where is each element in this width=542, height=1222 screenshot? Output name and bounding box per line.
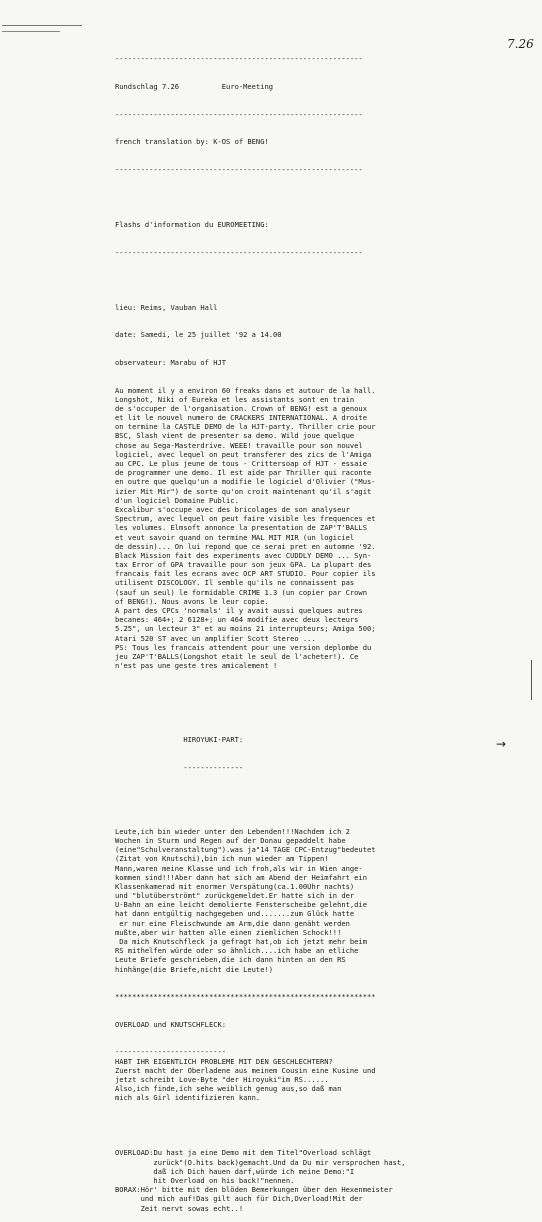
header-rule: ---------------------------------------------------------- xyxy=(115,54,363,64)
section-title: Flashs d'information du EUROMEETING: xyxy=(115,219,269,229)
text-line: et lit le nouvel numero de CRACKERS INTERNATIONAL. A droite xyxy=(115,413,367,423)
text-line: hat dann entgültig nachgegeben und.......zum Glück hatte xyxy=(115,909,355,919)
text-line: on termine la CASTLE DEMO de la HJT-party. Thriller crie pour xyxy=(115,422,376,432)
text-line: Klassenkamerad mit enormer Verspätung(ca.1.00Uhr nachts) xyxy=(115,881,355,891)
header-rule: ---------------------------------------------------------- xyxy=(115,109,363,119)
section-rule: ---------------------------------------------------------- xyxy=(115,247,363,257)
text-line: HABT IHR EIGENTLICH PROBLEME MIT DEN GESCHLECHTERN? xyxy=(115,1056,333,1066)
text-line: logiciel, avec lequel on peut transferer des zics de l'Amiga xyxy=(115,449,372,459)
text-line: Also,ich finde,ich sehe weiblich genug aus,so daß man xyxy=(115,1084,342,1094)
text-line: de dessin)... On lui repond que ce serai pret en automne '92. xyxy=(115,541,376,551)
text-line: d'un logiciel Domaine Public. xyxy=(115,495,239,505)
text-line: und "blutüberströmt" zurückgemeldet.Er hatte sich in der xyxy=(115,891,355,901)
text-line: Au moment il y a environ 60 freaks dans et autour de la hall. xyxy=(115,385,376,395)
translation-credit: french translation by: K-OS of BENG! xyxy=(115,137,269,147)
meeting-place: lieu: Reims, Vauban Hall xyxy=(115,302,218,312)
text-line: au CPC. Le plus jeune de tous - Crittersoap of HJT - essaie xyxy=(115,459,367,469)
text-line: de s'occuper de l'organisation. Crown of BENG! est a genoux xyxy=(115,403,367,413)
dialogue-speaker: OVERLOAD: xyxy=(115,1148,154,1158)
text-line: mich als Girl identifizieren kann. xyxy=(115,1093,261,1103)
text-line: tax Error of GPA travaille pour son jeux GPA. La plupart des xyxy=(115,560,372,570)
text-line: Zuerst macht der Oberladene aus meinem Cousin eine Kusine und xyxy=(115,1065,376,1075)
text-line: Black Mission fait des experiments avec CUDDLY DEMO ... Syn- xyxy=(115,550,372,560)
text-line: (eine"Schulveranstaltung").was ja"14 TAGE CPC-Entzug"bedeutet xyxy=(115,845,376,855)
document-body xyxy=(115,36,535,1222)
text-line: de programmer une demo. Il est aide par Thriller qui raconte xyxy=(115,468,372,478)
text-line: hinhänge(die Briefe,nicht die Leute!) xyxy=(115,964,274,974)
text-line: Da mich Knutschfleck ja gefragt hat,ob ich jetzt mehr beim xyxy=(115,937,367,946)
text-line: Leute Briefe geschrieben,die ich dann hinten an den RS xyxy=(115,955,346,965)
text-line: et veut savoir quand on termine MAL MIT MIR (un logiciel xyxy=(115,532,355,542)
text-line: en outre que quelqu'un a modifie le logiciel d'Olivier ("Mus- xyxy=(115,477,376,487)
dialogue-line: und mich auf!Das gilt auch für Dich,Overload!Mit der xyxy=(115,1194,363,1204)
text-line: les volumes. Elmsoft annonce la presentation de ZAP'T'BALLS xyxy=(115,523,367,533)
text-line: Leute,ich bin wieder unter den Lebenden!!!Nachdem ich 2 xyxy=(115,826,350,836)
text-line: chose au Sega-Masterdrive. WEEE! travaille pour son nouvel xyxy=(115,440,363,450)
text-line: Wochen in Sturm und Regen auf der Donau gepaddelt habe xyxy=(115,835,346,845)
scan-mark xyxy=(2,31,60,32)
text-line: RS mithelfen würde oder so ähnlich....ich habe an etliche xyxy=(115,946,359,956)
section-rule: ---------------------------------------------------------- xyxy=(115,164,363,174)
text-line: A part des CPCs 'normals' il y avait aussi quelques autres xyxy=(115,606,363,616)
overload-heading: OVERLOAD und KNUTSCHFLECK: xyxy=(115,1019,227,1029)
text-line: izier Mit Mir") de sorte qu'on croit maintenant qu'il s'agit xyxy=(115,486,372,496)
overload-heading-rule: -------------------------- xyxy=(115,1047,227,1057)
text-line: Excalibur s'occupe avec des bricolages de son analyseur xyxy=(115,504,350,514)
text-line: Atari 520 ST avec un amplifier Scott Stereo ... xyxy=(115,633,316,643)
text-line: Spectrum, avec lequel on peut faire visible les frequences et xyxy=(115,514,376,524)
dialogue-line: hit Overload on his back!"nennen. xyxy=(115,1176,295,1186)
text-line: jetzt schreibt Love-Byte "der Hiroyuki"im RS...... xyxy=(115,1074,329,1084)
text-line: jeu ZAP'T'BALLS(Longshot etait le seul de l'acheter!). Ce xyxy=(115,651,359,661)
text-line: BSC, Slash vient de presenter sa demo. Wild joue quelque xyxy=(115,431,355,441)
text-line: Longshot, Niki of Eureka et les assistants sont en train xyxy=(115,394,355,404)
dialogue-line: Zeit nervt sowas echt..! xyxy=(115,1203,244,1213)
dialogue-line: OVERLOAD:Du hast ja eine Demo mit dem Titel"Overload schlägt xyxy=(115,1148,372,1158)
handwritten-page-number: 7.26 xyxy=(507,37,534,51)
star-separator: ************************************************************* xyxy=(115,992,376,1002)
text-line: mußte,aber wir hatten alle einen ziemlichen Schock!!! xyxy=(115,927,342,937)
hiroyuki-title-rule: -------------- xyxy=(183,762,244,772)
text-line: kommen sind!!!Aber dann hat sich am Abend der Heimfahrt ein xyxy=(115,872,367,882)
dialogue xyxy=(115,1148,535,1212)
meeting-observer: observateur: Marabu of HJT xyxy=(115,357,227,367)
text-line: 5.25", un lecteur 3" et au moins 21 interrupteurs; Amiga 500; xyxy=(115,624,376,634)
text-line: francais fait les ecrans avec OCP ART STUDIO. Pour copier ils xyxy=(115,569,376,579)
scan-mark xyxy=(2,25,82,26)
dialogue-line: zurück"(O.hits back)gemacht.Und da Du mir versprochen hast, xyxy=(115,1157,406,1167)
meeting-date: date: Samedi, le 25 juillet '92 a 14.00 xyxy=(115,330,282,340)
dialogue-speaker: BORAX: xyxy=(115,1185,141,1195)
text-line: of BENG!). Nous avons le leur copie. xyxy=(115,596,269,606)
arrow-icon: → xyxy=(496,737,507,751)
dialogue-line: BORAX:Hör' bitte mit den blöden Bemerkungen über den Hexenmeister xyxy=(115,1185,393,1195)
text-line: er nur eine Fleischwunde am Arm,die dann genäht werden xyxy=(115,918,350,928)
overload-article xyxy=(115,1047,535,1102)
header-line xyxy=(115,82,535,91)
text-line: (sauf un seul) le formidable CRIME 1.3 (un copier par Crown xyxy=(115,587,367,597)
margin-line xyxy=(531,660,532,700)
dialogue-line: daß ich Dich hauen darf,würde ich meine Demo:"I xyxy=(115,1166,355,1176)
header-title: Rundschlag 7.26 xyxy=(115,82,180,91)
hiroyuki-title-line xyxy=(115,735,535,744)
text-line: utilisent DISCOLOGY. Il semble qu'ils ne connaissent pas xyxy=(115,578,355,588)
text-line: becanes: 464+; 2 6128+; un 464 modifie avec deux lecteurs xyxy=(115,615,359,625)
text-line: n'est pas une geste tres amicalement ! xyxy=(115,661,278,671)
hiroyuki-article xyxy=(115,827,535,974)
french-article xyxy=(115,386,535,671)
text-line: U-Bahn an eine leicht demolierte Fensterscheibe gelehnt,die xyxy=(115,900,367,910)
text-line: Mann,waren meine Klasse und ich froh,als wir in Wien ange- xyxy=(115,863,363,873)
text-line: (Zitat von Knutschi),bin ich nun wieder am Tippen! xyxy=(115,854,329,864)
hiroyuki-title: HIROYUKI-PART: xyxy=(183,735,244,745)
hiroyuki-title-rule-line xyxy=(115,763,535,772)
header-subtitle: Euro-Meeting xyxy=(221,82,274,91)
text-line: PS: Tous les francais attendent pour une version deplombe du xyxy=(115,642,372,652)
